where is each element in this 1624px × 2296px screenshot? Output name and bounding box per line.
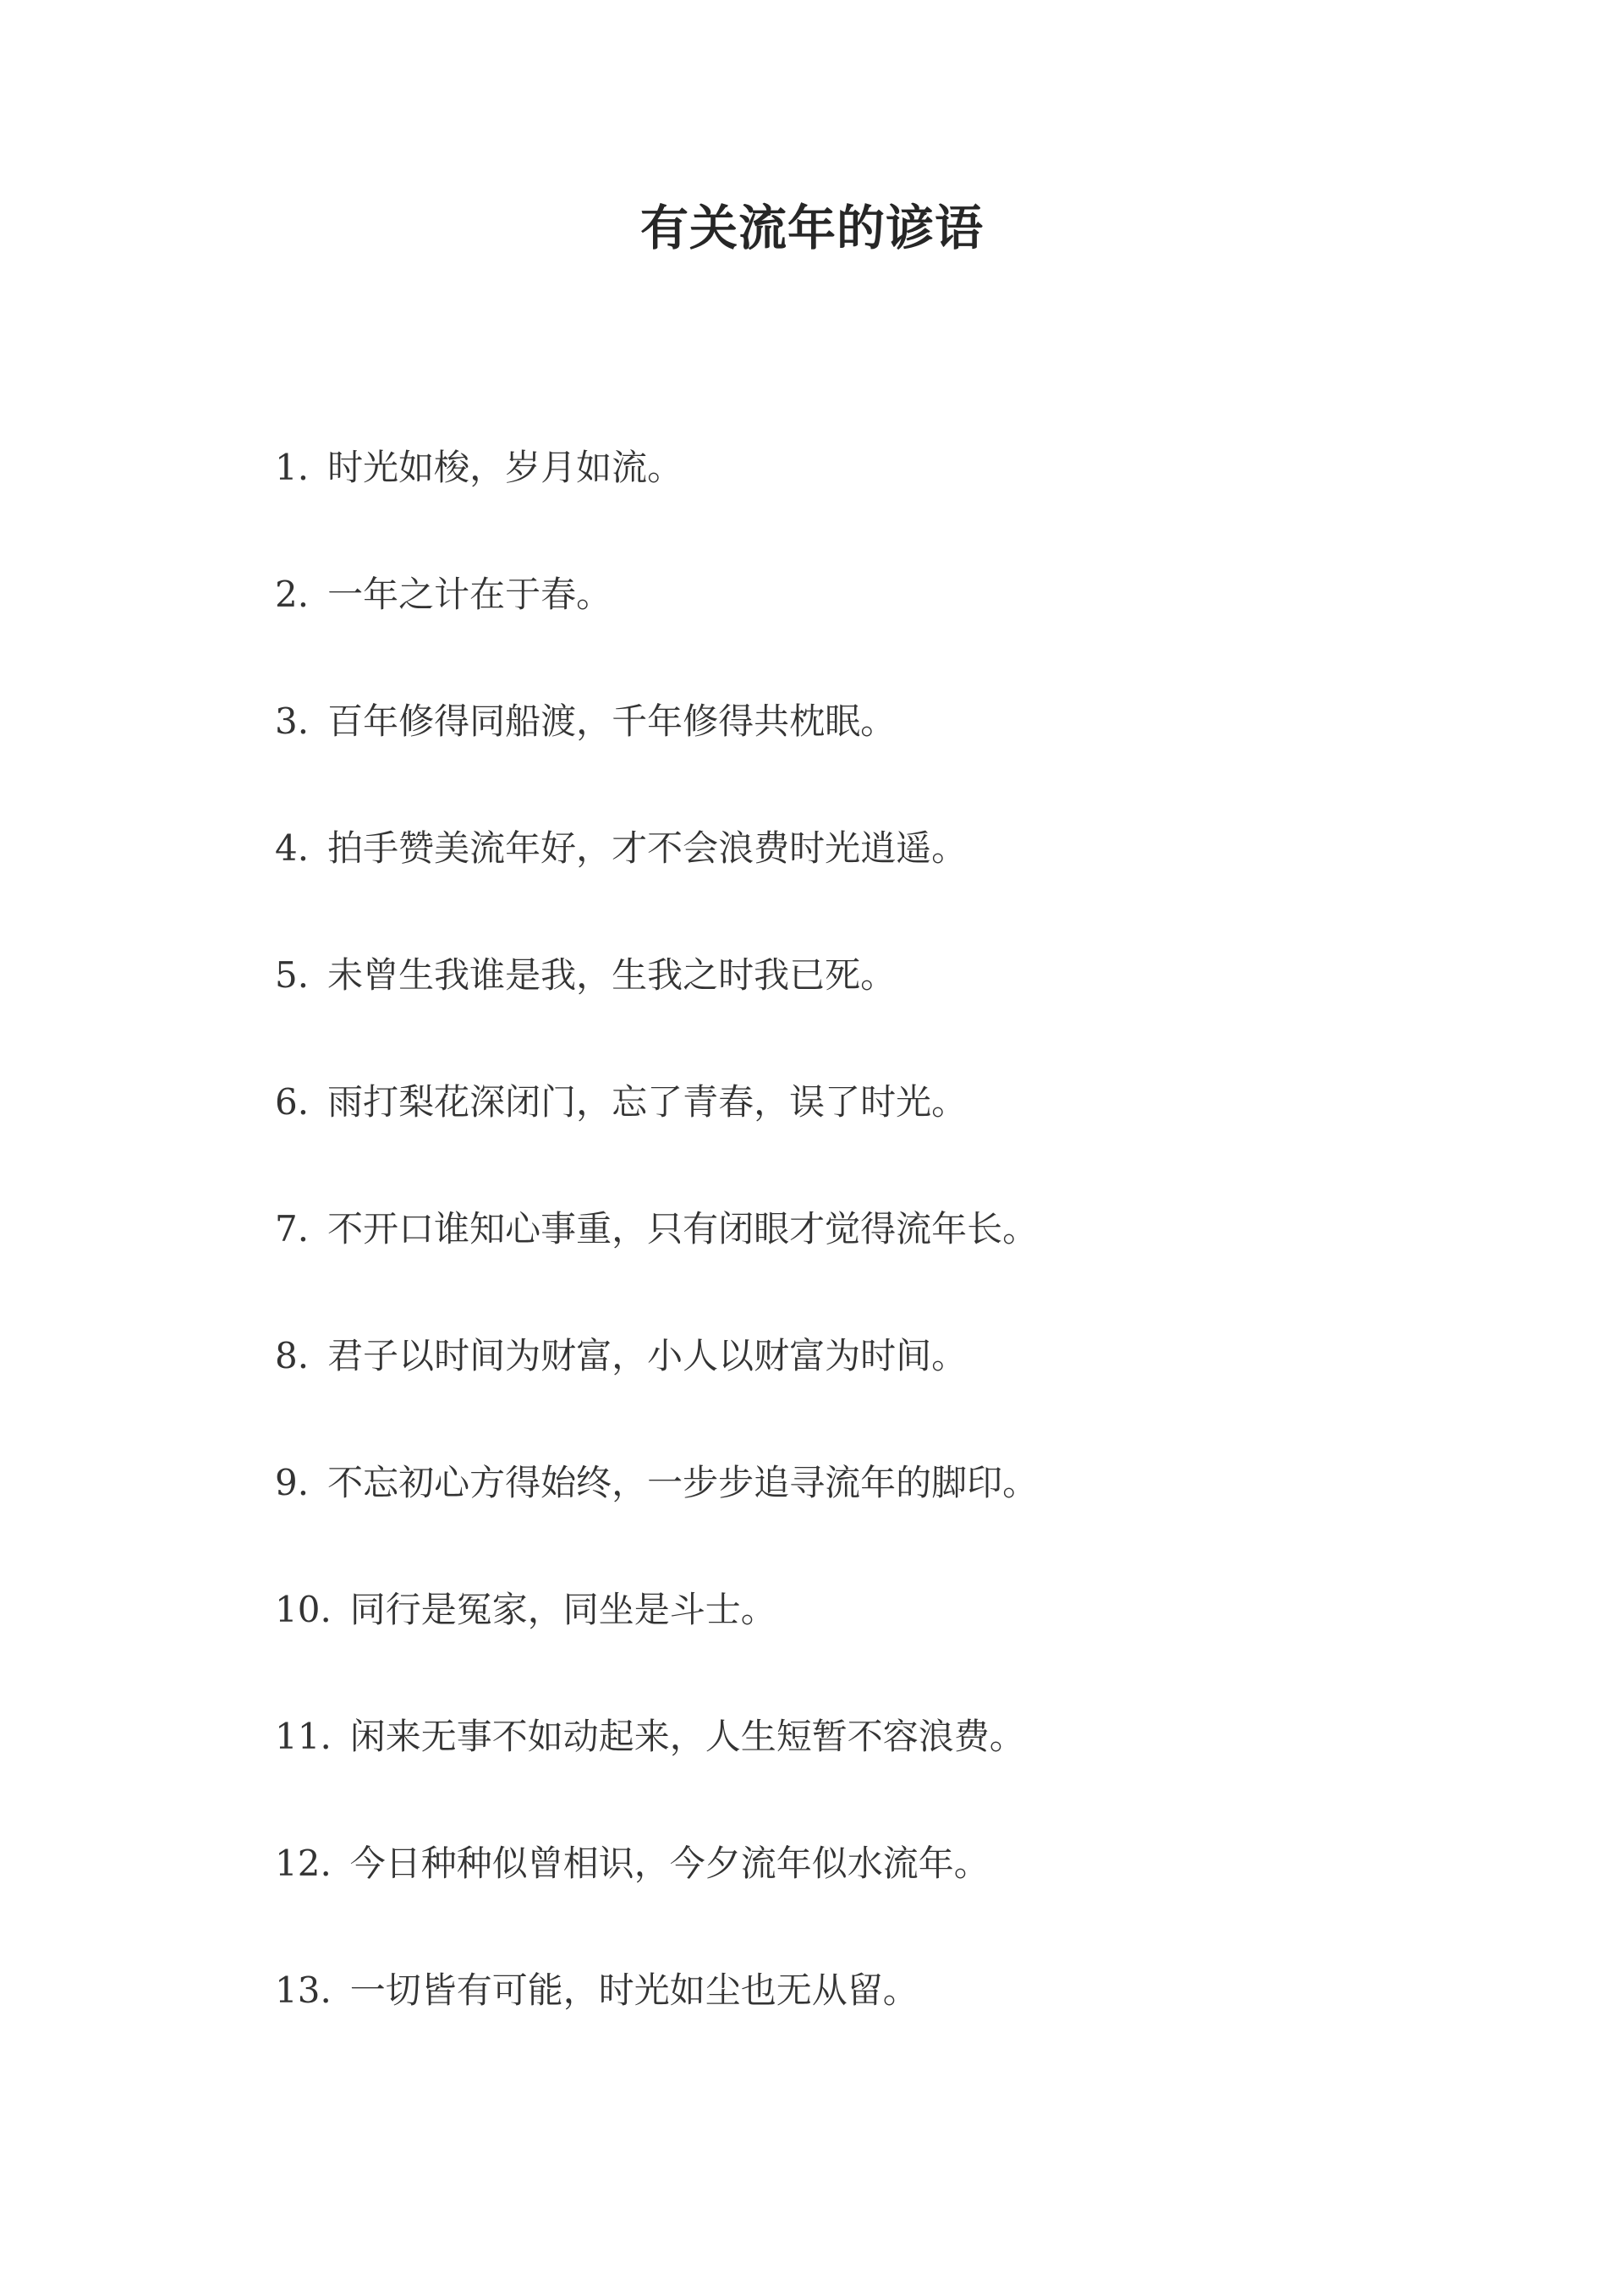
item-text: 闲来无事不如动起来，人生短暂不容浪费。: [349, 1716, 1025, 1757]
item-number: 6.: [275, 1081, 310, 1123]
item-text: 不开口谁知心事重，只有闭眼才觉得流年长。: [327, 1208, 1039, 1250]
item-number: 11.: [275, 1716, 332, 1757]
list-item: [275, 658, 1544, 785]
item-number: 3.: [275, 700, 310, 742]
item-number: 9.: [275, 1462, 310, 1503]
list-item: [275, 1039, 1544, 1166]
item-text: 同行是冤家，同坐是斗士。: [349, 1589, 776, 1630]
item-number: 13.: [275, 1969, 332, 2011]
item-text: 一年之计在于春。: [327, 574, 612, 615]
saying-list: [275, 404, 1544, 2054]
list-item: [275, 1927, 1544, 2054]
item-number: 2.: [275, 574, 310, 615]
item-text: 雨打梨花深闭门，忘了青春，误了时光。: [327, 1081, 968, 1123]
item-number: 4.: [275, 827, 310, 869]
list-item: [275, 785, 1544, 912]
item-number: 8.: [275, 1335, 310, 1376]
item-number: 7.: [275, 1208, 310, 1250]
list-item: [275, 1166, 1544, 1293]
item-text: 拍手赞美流年好，才不会浪费时光逍遥。: [327, 827, 968, 869]
list-item: [275, 1420, 1544, 1546]
list-item: [275, 912, 1544, 1039]
item-text: 君子以时间为财富，小人以财富为时间。: [327, 1335, 968, 1376]
item-number: 5.: [275, 954, 310, 996]
item-number: 12.: [275, 1843, 332, 1884]
list-item: [275, 404, 1544, 531]
list-item: [275, 1800, 1544, 1927]
item-text: 一切皆有可能，时光如尘也无从留。: [349, 1969, 919, 2011]
item-text: 未曾生我谁是我，生我之时我已死。: [327, 954, 897, 996]
item-text: 不忘初心方得始终，一步步追寻流年的脚印。: [327, 1462, 1039, 1503]
list-item: [275, 531, 1544, 658]
item-number: 1.: [275, 447, 310, 488]
item-number: 10.: [275, 1589, 332, 1630]
item-text: 时光如梭，岁月如流。: [327, 447, 683, 488]
list-item: [275, 1293, 1544, 1420]
item-text: 今日种种似曾相识，今夕流年似水流年。: [349, 1843, 990, 1884]
item-text: 百年修得同船渡，千年修得共枕眠。: [327, 700, 897, 742]
page-title: 有关流年的谚语: [640, 200, 984, 256]
list-item: [275, 1673, 1544, 1800]
list-item: [275, 1546, 1544, 1673]
